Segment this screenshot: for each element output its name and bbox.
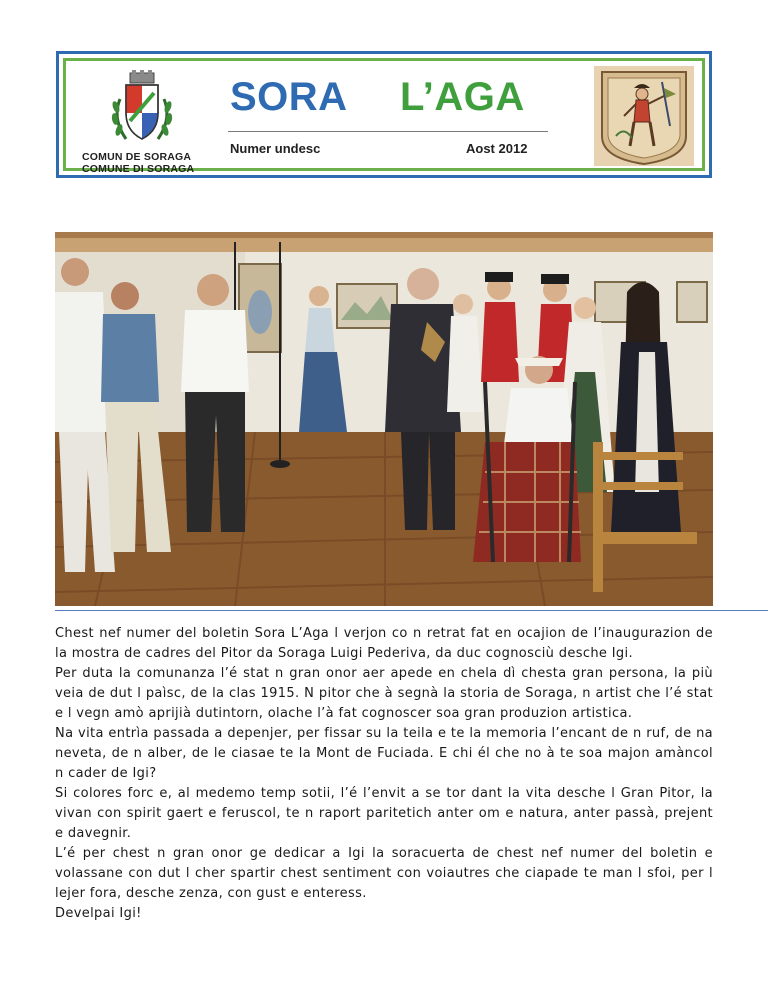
article-paragraph: Per duta la comunanza l’é stat n gran onor aer apede en chela dì chesta gran persona, la più veia de dut l paìsc, de la clas 1915. N pitor che à segnà la storia de Soraga, n artist che l’é stat e l vegn amò aprijià dutintorn, olache l’à fat cognoscer soa gran produzion artistica. — [55, 666, 713, 721]
masthead — [56, 51, 712, 178]
masthead-divider — [228, 131, 548, 132]
municipality-name-ladin: COMUN DE SORAGA — [82, 151, 192, 163]
article-closing: Develpai Igi! — [55, 906, 142, 921]
photo-underline — [55, 610, 768, 611]
exhibition-group-photo — [55, 232, 713, 606]
masthead-title-aga: L’AGA — [400, 75, 525, 119]
municipal-crest-icon — [106, 69, 178, 149]
article-paragraph: Si colores forc e, al medemo temp sotii, l’é l’envit a se tor dant la vita desche l Gran Pitor, la vivan con spirit gaert e feruscol, te n raport paritetich anter om e natura, anter passà, prejent e davegnir. — [55, 786, 713, 841]
article-paragraph: Chest nef numer del boletin Sora L’Aga l verjon co n retrat fat en ocajion de l’inaugurazion de la mostra de cadres del Pitor da Soraga Luigi Pederiva, da duc cognosciù desche Igi. — [55, 626, 713, 661]
issue-date: Aost 2012 — [466, 141, 528, 156]
painted-figure-emblem-icon — [594, 66, 694, 166]
masthead-title-sora: SORA — [230, 75, 348, 119]
cover-photo — [55, 232, 713, 606]
article-paragraph: L’é per chest n gran onor ge dedicar a Igi la soracuerta de chest nef numer del boletin e volassane con dut l cher spartir chest sentiment con voiautres che ciapade te man l sfoi, per l lejer fora, desche zenza, con gust e enteress. — [55, 846, 713, 901]
issue-number: Numer undesc — [230, 141, 321, 156]
municipality-name-italian: COMUNE DI SORAGA — [82, 163, 195, 175]
article-paragraph: Na vita entrìa passada a depenjer, per fissar su la teila e te la memoria l’encant de n ruf, de na neveta, de n alber, de le ciasae te la Mont de Fuciada. E chi él che no à te soa majon amàncol n cader de Igi? — [55, 726, 713, 781]
article-body — [55, 624, 713, 924]
masthead-inner — [63, 58, 705, 175]
